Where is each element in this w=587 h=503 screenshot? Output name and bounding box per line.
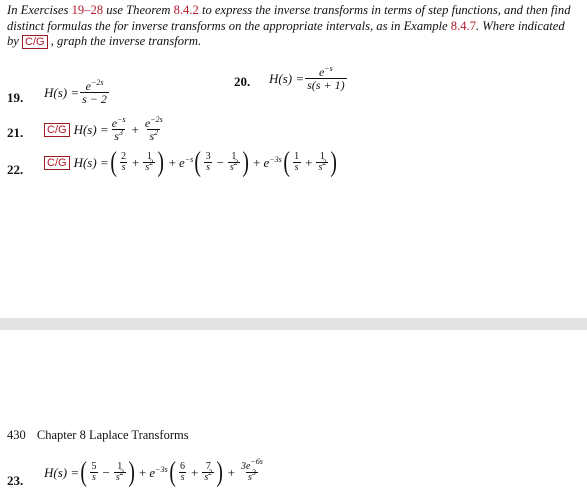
cg-badge-21: C/G — [44, 123, 70, 137]
problem-number-22: 22. — [7, 162, 24, 177]
problem-number-23: 23. — [7, 473, 24, 488]
problem-number-20: 20. — [234, 74, 251, 89]
chapter-title: Chapter 8 Laplace Transforms — [36, 428, 189, 442]
cg-badge: C/G — [22, 35, 48, 49]
problem-19-formula: H(s) = $\frac{e^{-2s}}{s - 2}$ — [44, 78, 107, 106]
problem-number-19: 19. — [7, 90, 24, 105]
example-link[interactable]: 8.4.7 — [450, 18, 476, 33]
cg-badge-22: C/G — [44, 156, 70, 170]
problem-number-21: 21. — [7, 125, 24, 140]
page-separator — [0, 318, 587, 330]
page-number: 430 — [7, 428, 26, 442]
exercise-instructions: In Exercises 19–28 use Theorem 8.4.2 to express the inverse transforms in terms of step functions, and then find distinct formulas the for inverse transforms on the appropriate intervals, as in Example 8.4.7. Where indicated by C/G , graph the inverse transform. — [7, 3, 571, 49]
page-footer — [7, 428, 189, 443]
problem-20-formula: H(s) = $\frac{e^{-s}}{s(s + 1)}$ — [269, 64, 345, 92]
theorem-link[interactable]: 8.4.2 — [173, 3, 199, 17]
problem-23-formula: H(s) = ( $\frac{5}{s}$ − $\frac{1}{s^2}$ ) + $e^{-3s}$ ( $\frac{6}{s}$ + $\frac{7}{s^2}$ ) + $\frac{3e^{-6s}}{s^3}$ — [44, 456, 263, 488]
problem-21-formula: C/G H(s) = $\frac{e^{-s}}{s^3}$ + $\frac{e^{-2s}}{s^2}$ — [44, 117, 166, 142]
problem-22-formula: C/G H(s) = ( $\frac{2}{s}$ + $\frac{1}{s^2}$ ) + $e^{-s}$ ( $\frac{3}{s}$ − $\frac{1}{s^2}$ ) + $e^{-3s}$ ( $\frac{1}{s}$ + $\frac{1}{s^2}$ ) — [44, 152, 339, 173]
exercise-range-link[interactable]: 19–28 — [71, 3, 104, 17]
